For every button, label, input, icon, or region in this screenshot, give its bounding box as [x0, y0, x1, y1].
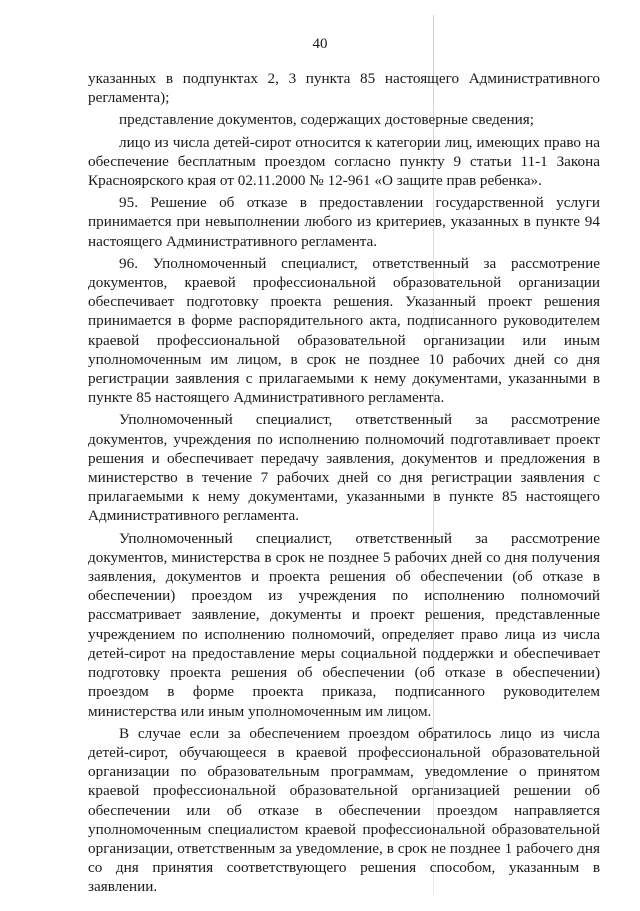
paragraph-96: 96. Уполномоченный специалист, ответственный за рассмотрение документов, краевой профессиональной образовательной организации обеспечивает подготовку проекта решения. Указанный проект решения принимается в форме распорядительного акта, подписанного руководителем краевой профессиональной образовательной организации или иным уполномоченным им лицом, в срок не позднее 10 рабочих дней со дня регистрации заявления с прилагаемыми к нему документами, указанными в пункте 85 настоящего Административного регламента.: [88, 254, 600, 407]
paragraph-criterion-documents: представление документов, содержащих достоверные сведения;: [119, 111, 534, 129]
paragraph-continuation: указанных в подпунктах 2, 3 пункта 85 настоящего Административного регламента);: [88, 70, 600, 107]
page-number: 40: [312, 36, 328, 52]
paragraph-ministry-specialist: Уполномоченный специалист, ответственный за рассмотрение документов, министерства в срок не позднее 5 рабочих дней со дня получения заявления, документов и проекта решения об обеспечении (об отказе в обеспечении) проездом из учреждения по исполнению полномочий рассматривает заявление, документы и проект решения, представленные учреждением по исполнению полномочий, определяет право лица из числа детей-сирот на предоставление меры социальной поддержки и обеспечивает подготовку проекта решения об обеспечении (об отказе в обеспечении) проездом в форме проекта приказа, подписанного руководителем министерства или иным уполномоченным им лицом.: [88, 529, 600, 720]
paragraph-notification: В случае если за обеспечением проездом обратилось лицо из числа детей-сирот, обучающееся в краевой профессиональной образовательной организации по образовательным программам, уведомление о принятом краевой профессиональной образовательной организацией решении об обеспечении или об отказе в обеспечении проездом направляется уполномоченным специалистом краевой профессиональной образовательной организации, ответственным за уведомление, в срок не позднее 1 рабочего дня со дня принятия соответствующего решения способом, указанным в заявлении.: [88, 724, 600, 896]
document-body: [88, 69, 600, 900]
paragraph-institution-specialist: Уполномоченный специалист, ответственный за рассмотрение документов, учреждения по исполнению полномочий подготавливает проект решения и обеспечивает передачу заявления, документов и предложения в министерство в течение 7 рабочих дней со дня регистрации заявления с прилагаемыми к нему документами, указанными в пункте 85 настоящего Административного регламента.: [88, 411, 600, 525]
paragraph-95: 95. Решение об отказе в предоставлении государственной услуги принимается при невыполнении любого из критериев, указанных в пункте 94 настоящего Административного регламента.: [88, 194, 600, 250]
paragraph-criterion-category: лицо из числа детей-сирот относится к категории лиц, имеющих право на обеспечение бесплатным проездом согласно пункту 9 статьи 11-1 Закона Красноярского края от 02.11.2000 № 12-961 «О защите прав ребенка».: [88, 133, 600, 190]
